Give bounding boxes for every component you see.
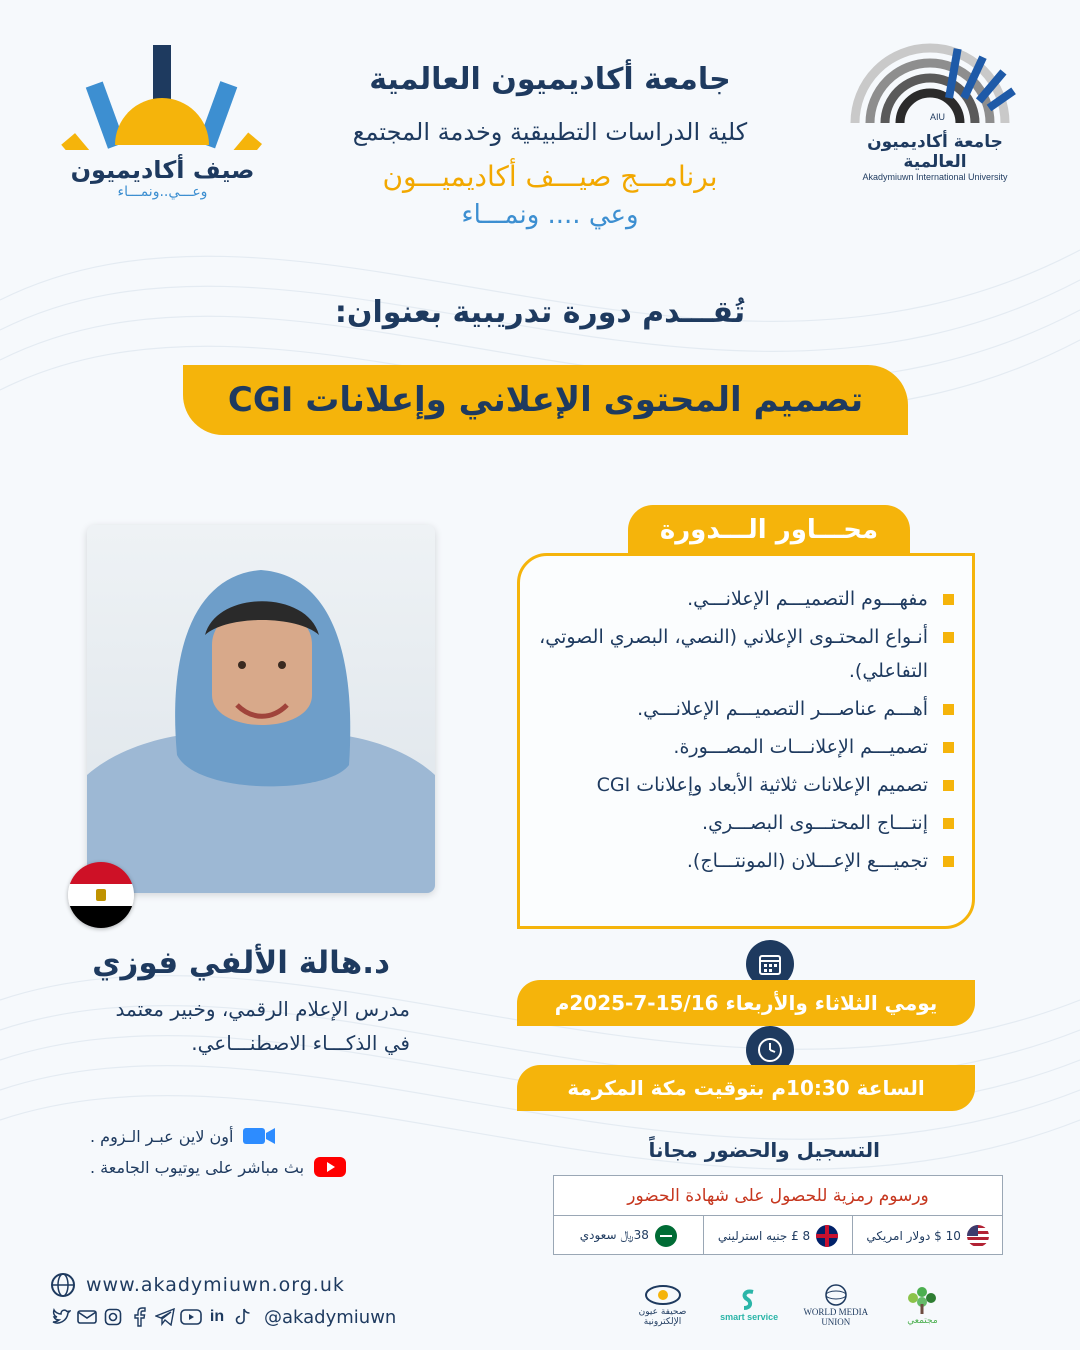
partners-row — [625, 1275, 960, 1335]
axes-title: محـــاور الـــدورة — [659, 515, 879, 545]
fees-table — [553, 1175, 1003, 1255]
eye-icon — [643, 1283, 683, 1307]
date-banner — [517, 980, 975, 1026]
university-name: جامعة أكاديميون العالمية — [369, 62, 731, 97]
social-row — [50, 1306, 396, 1328]
globe-icon — [50, 1272, 76, 1298]
partner-world-media-union: WORLD MEDIA UNION — [798, 1275, 873, 1335]
speaker-photo — [87, 525, 435, 893]
fees-header: ورسوم رمزية للحصول على شهادة الحضور — [554, 1176, 1002, 1216]
svg-text:AIU: AIU — [930, 112, 946, 122]
summer-program-logo — [55, 40, 270, 200]
website-row[interactable] — [50, 1272, 345, 1298]
zoom-text: أون لاين عبـر الـزوم . — [90, 1126, 234, 1146]
summer-logo-title: صيف أكاديميون — [70, 156, 255, 184]
linkedin-icon[interactable]: in — [209, 1308, 225, 1325]
course-title: تصميم المحتوى الإعلاني وإعلانات CGI — [227, 380, 864, 420]
speaker-portrait-icon — [87, 525, 435, 893]
bullet-square-icon — [943, 742, 954, 753]
list-item: تصميم الإعلانات ثلاثية الأبعاد وإعلانات CGI — [534, 768, 954, 802]
website-link[interactable]: www.akadymiuwn.org.uk — [86, 1274, 345, 1296]
bullet-square-icon — [943, 856, 954, 867]
youtube-text: بث مباشر على يوتيوب الجامعة . — [90, 1157, 305, 1177]
axes-title-tab — [628, 505, 910, 555]
list-item: مفهـــوم التصميـــم الإعلانـــي. — [534, 582, 954, 616]
list-item: أنـواع المحتـوى الإعلاني (النصي، البصري الصوتي، التفاعلي). — [534, 620, 954, 688]
youtube-row — [90, 1155, 385, 1179]
telegram-icon[interactable] — [154, 1306, 176, 1328]
smart-service-icon — [737, 1288, 761, 1312]
speaker-role-line1: مدرس الإعلام الرقمي، وخبير معتمد — [115, 997, 410, 1021]
usa-flag-icon — [967, 1225, 989, 1247]
college-name: كلية الدراسات التطبيقية وخدمة المجتمع — [352, 118, 748, 146]
program-name: برنامـــج صيـــف أكاديميـــون — [382, 160, 718, 193]
social-handle[interactable]: @akadymiuwn — [264, 1306, 397, 1328]
email-icon[interactable] — [76, 1306, 98, 1328]
registration-title: التسجيل والحضور مجاناً — [648, 1138, 880, 1162]
youtube-small-icon[interactable] — [180, 1306, 202, 1328]
list-item: إنتـــاج المحتـــوى البصـــري. — [534, 806, 954, 840]
speaker-name: د.هالة الألفي فوزي — [92, 945, 390, 981]
instagram-icon[interactable] — [102, 1306, 124, 1328]
bullet-square-icon — [943, 818, 954, 829]
partner-mujtamaei: مجتمعي — [885, 1275, 960, 1335]
bullet-square-icon — [943, 704, 954, 715]
list-item: أهـــم عناصـــر التصميـــم الإعلانـــي. — [534, 692, 954, 726]
fee-gbp: 8 £ جنيه استرليني — [703, 1216, 853, 1255]
facebook-icon[interactable] — [128, 1306, 150, 1328]
course-date: يومي الثلاثاء والأربعاء 15/16-7-2025م — [554, 991, 938, 1015]
egypt-flag-icon — [68, 862, 134, 928]
tiktok-icon[interactable] — [232, 1306, 254, 1328]
axes-list — [534, 582, 954, 882]
university-logo — [835, 38, 1035, 182]
youtube-icon — [312, 1155, 348, 1179]
fees-row — [554, 1216, 1002, 1255]
intro-heading: تُقـــدم دورة تدريبية بعنوان: — [334, 295, 746, 330]
university-emblem-icon — [835, 38, 1035, 128]
bullet-square-icon — [943, 780, 954, 791]
partner-oyoun: صحيفة عيون الإلكترونية — [625, 1275, 700, 1335]
course-time: الساعة 10:30م بتوقيت مكة المكرمة — [567, 1076, 925, 1100]
time-banner — [517, 1065, 975, 1111]
partner-smart-service: smart service — [712, 1275, 787, 1335]
zoom-icon — [241, 1125, 277, 1147]
community-tree-icon — [904, 1284, 940, 1316]
list-item: تجميـــع الإعـــلان (المونتـــاج). — [534, 844, 954, 878]
fee-usd: 10 $ دولار امريكي — [852, 1216, 1002, 1255]
program-slogan: وعي .... ونمـــاء — [461, 200, 639, 230]
summer-logo-tagline: وعـــي..ونمـــاء — [117, 184, 208, 200]
speaker-role-line2: في الذكـــاء الاصطنـــاعي. — [191, 1031, 410, 1055]
course-title-banner — [183, 365, 908, 435]
fee-sar: 38﷼ سعودي — [554, 1216, 703, 1255]
university-logo-arabic: جامعة أكاديميون العالمية — [867, 132, 1003, 172]
uk-flag-icon — [816, 1225, 838, 1247]
bullet-square-icon — [943, 632, 954, 643]
list-item: تصميـــم الإعلانـــات المصـــورة. — [534, 730, 954, 764]
twitter-icon[interactable] — [50, 1306, 72, 1328]
zoom-row — [90, 1125, 385, 1147]
saudi-flag-icon — [655, 1225, 677, 1247]
wmu-globe-icon — [818, 1283, 854, 1307]
speaker-role — [60, 992, 410, 1060]
sun-rays-icon — [55, 40, 270, 150]
axes-box — [517, 553, 975, 929]
bullet-square-icon — [943, 594, 954, 605]
university-logo-english: Akadymiuwn International University — [862, 172, 1008, 182]
